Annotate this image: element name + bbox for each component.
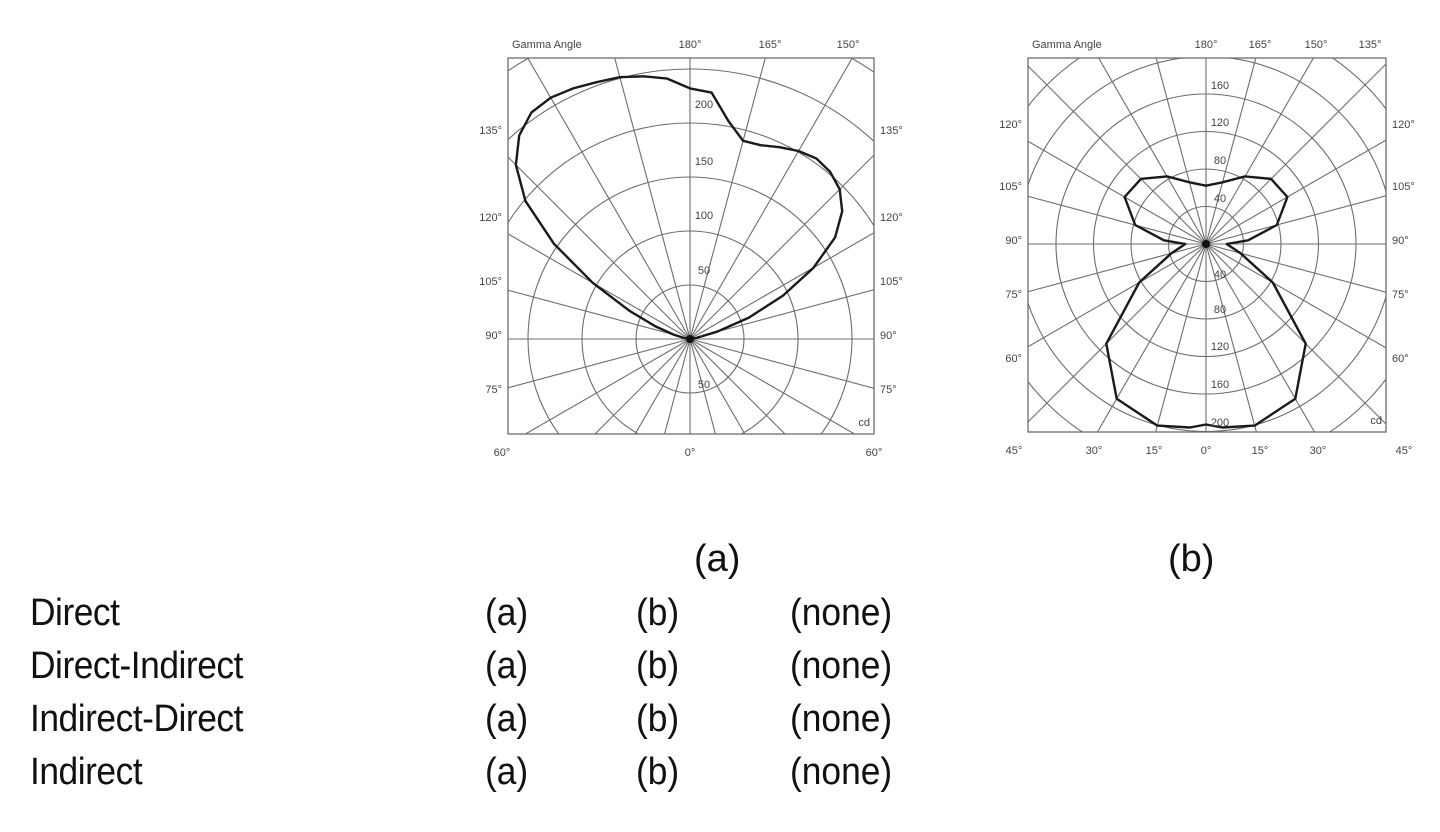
grid-spoke	[1206, 244, 1439, 832]
option-none[interactable]: (none)	[790, 645, 893, 687]
angle-tick-label: 45°	[1395, 445, 1413, 457]
origin-dot	[686, 335, 694, 343]
option-a[interactable]: (a)	[485, 592, 529, 634]
angle-tick-label: 45°	[1005, 445, 1023, 457]
angle-tick-label: 105°	[880, 276, 903, 288]
radial-tick-label: 40	[1213, 269, 1227, 281]
quiz-row-indirect	[30, 749, 950, 802]
quiz-row-direct-indirect	[30, 643, 950, 696]
angle-tick-label: 75°	[1392, 289, 1409, 301]
radial-tick-label: 80	[1213, 304, 1227, 316]
grid-spoke	[690, 0, 923, 339]
option-a[interactable]: (a)	[485, 698, 529, 740]
angle-tick-label: 150°	[836, 39, 860, 51]
radial-tick-label: 100	[694, 210, 714, 222]
grid-spoke	[0, 106, 690, 339]
angle-tick-label: 180°	[678, 39, 702, 51]
angle-tick-label: 0°	[1200, 445, 1212, 457]
angle-tick-label: 15°	[1145, 445, 1163, 457]
origin-dot	[1202, 240, 1210, 248]
grid-spoke	[0, 0, 690, 339]
angle-tick-label: 135°	[1358, 39, 1382, 51]
radial-tick-label: 160	[1210, 80, 1230, 92]
angle-tick-label: 30°	[1309, 445, 1327, 457]
angle-tick-label: 90°	[1392, 235, 1409, 247]
angle-tick-label: 105°	[999, 181, 1022, 193]
radial-tick-label: 150	[694, 156, 714, 168]
unit-label: cd	[858, 417, 870, 429]
angle-tick-label: 180°	[1194, 39, 1218, 51]
radial-tick-label: 120	[1210, 341, 1230, 353]
row-label: Indirect-Direct	[30, 698, 243, 740]
radial-tick-label: 200	[694, 99, 714, 111]
angle-tick-label: 105°	[479, 276, 502, 288]
option-b[interactable]: (b)	[636, 698, 680, 740]
angle-tick-label: 75°	[1005, 289, 1022, 301]
angle-tick-label: 90°	[1005, 235, 1022, 247]
grid-spoke	[240, 0, 690, 339]
radial-tick-label: 50	[697, 379, 711, 391]
angle-tick-label: 165°	[758, 39, 782, 51]
angle-tick-label: 90°	[485, 330, 502, 342]
option-b[interactable]: (b)	[636, 751, 680, 793]
grid-spoke	[1206, 244, 1440, 694]
angle-tick-label: 135°	[880, 125, 903, 137]
radial-tick-label: 120	[1210, 117, 1230, 129]
chart-title: Gamma Angle	[512, 39, 582, 51]
row-label: Direct	[30, 592, 120, 634]
radial-tick-label: 40	[1213, 193, 1227, 205]
radial-tick-label: 50	[697, 265, 711, 277]
angle-tick-label: 105°	[1392, 181, 1415, 193]
option-a[interactable]: (a)	[485, 645, 529, 687]
angle-tick-label: 165°	[1248, 39, 1272, 51]
angle-tick-label: 30°	[1085, 445, 1103, 457]
polar-chart-a-svg	[472, 28, 908, 462]
grid-spoke	[1206, 244, 1440, 832]
option-none[interactable]: (none)	[790, 592, 893, 634]
polar-chart-b	[994, 28, 1420, 462]
angle-tick-label: 15°	[1251, 445, 1269, 457]
angle-tick-label: 120°	[1392, 119, 1415, 131]
option-a[interactable]: (a)	[485, 751, 529, 793]
angle-tick-label: 120°	[880, 212, 903, 224]
caption-a: (a)	[694, 538, 741, 580]
option-b[interactable]: (b)	[636, 645, 680, 687]
radial-tick-label: 200	[1210, 417, 1230, 429]
option-b[interactable]: (b)	[636, 592, 680, 634]
angle-tick-label: 60°	[493, 447, 511, 459]
option-none[interactable]: (none)	[790, 751, 893, 793]
polar-chart-b-svg	[994, 28, 1420, 462]
row-label: Direct-Indirect	[30, 645, 243, 687]
angle-tick-label: 135°	[479, 125, 502, 137]
caption-b: (b)	[1168, 538, 1215, 580]
radial-tick-label: 80	[1213, 155, 1227, 167]
quiz-row-indirect-direct	[30, 696, 950, 749]
unit-label: cd	[1370, 415, 1382, 427]
angle-tick-label: 60°	[1392, 353, 1409, 365]
polar-chart-a	[472, 28, 908, 462]
angle-tick-label: 150°	[1304, 39, 1328, 51]
option-none[interactable]: (none)	[790, 698, 893, 740]
angle-tick-label: 0°	[684, 447, 696, 459]
angle-tick-label: 75°	[485, 384, 502, 396]
angle-tick-label: 90°	[880, 330, 897, 342]
quiz-row-direct	[30, 590, 950, 643]
grid-spoke	[1206, 244, 1440, 832]
angle-tick-label: 60°	[1005, 353, 1022, 365]
angle-tick-label: 75°	[880, 384, 897, 396]
chart-title: Gamma Angle	[1032, 39, 1102, 51]
classification-quiz	[30, 590, 950, 802]
radial-tick-label: 160	[1210, 379, 1230, 391]
angle-tick-label: 120°	[999, 119, 1022, 131]
row-label: Indirect	[30, 751, 143, 793]
angle-tick-label: 60°	[865, 447, 883, 459]
angle-tick-label: 120°	[479, 212, 502, 224]
grid-spoke	[0, 339, 690, 572]
